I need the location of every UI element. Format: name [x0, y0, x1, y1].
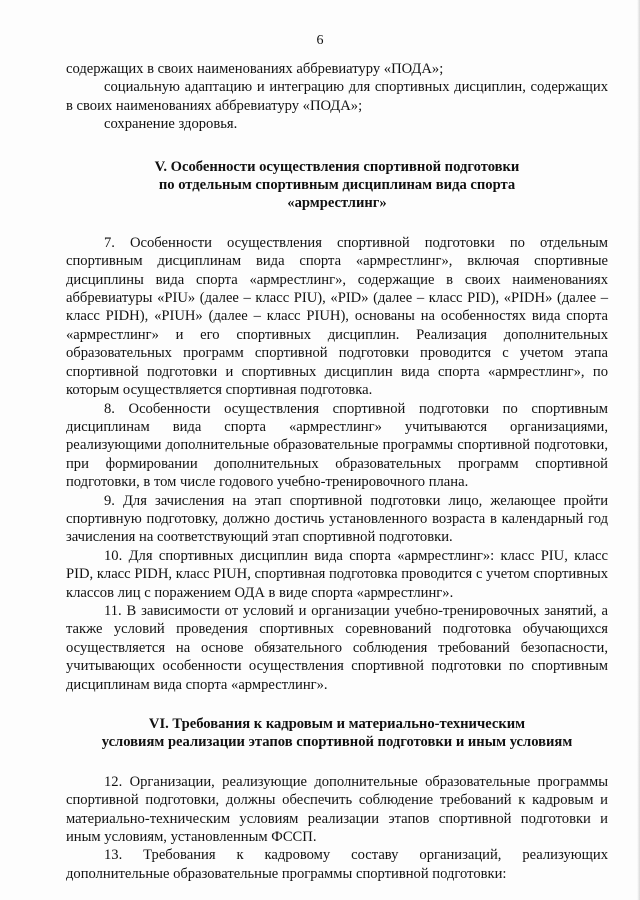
page-content [66, 60, 608, 883]
paragraph-11: 11. В зависимости от условий и организации учебно-тренировочных занятий, а также условий проведения спортивных соревнований подготовка обучающихся осуществляется на основе обязательного соблюдения требований безопасности, учитывающих особенности осуществления спортивной подготовки по спортивным дисциплинам вида спорта «армрестлинг». [66, 602, 608, 693]
paragraph-10: 10. Для спортивных дисциплин вида спорта «армрестлинг»: класс PIU, класс PID, класс PIDH, класс PIUH, спортивная подготовка проводится с учетом спортивных классов лиц с поражением ОДА в виде спорта «армрестлинг». [66, 547, 608, 601]
intro-continuation: содержащих в своих наименованиях аббревиатуру «ПОДА»; [66, 61, 444, 77]
section-5-heading [66, 158, 608, 213]
section-6-title-line-1: VI. Требования к кадровым и материально-техническим [148, 716, 526, 732]
section-6-title-line-2: условиям реализации этапов спортивной подготовки и иным условиям [101, 734, 573, 751]
section-5-title-line-2: по отдельным спортивным дисциплинам вида спорта [158, 177, 516, 194]
intro-item-health: сохранение здоровья. [104, 116, 238, 133]
section-5-title-line-3: «армрестлинг» [287, 195, 387, 212]
section-6-heading [66, 715, 608, 752]
section-5-title-line-1: V. Особенности осуществления спортивной подготовки [154, 158, 520, 175]
page-number: 6 [316, 33, 324, 48]
paragraph-12: 12. Организации, реализующие дополнительные образовательные программы спортивной подготовки, должны обеспечить соблюдение требований к кадровым и материально-техническим условиям реализации этапов спортивной подготовки и иным условиям, установленным ФССП. [66, 773, 608, 846]
paragraph-9: 9. Для зачисления на этап спортивной подготовки лицо, желающее пройти спортивную подготовку, должно достичь установленного возраста в календарный год зачисления на соответствующий этап спортивной подготовки. [66, 492, 608, 546]
paragraph-7: 7. Особенности осуществления спортивной подготовки по отдельным спортивным дисциплинам вида спорта «армрестлинг», включая спортивные дисциплины вида спорта «армрестлинг», содержащие в своих наименованиях аббревиатуры «PIU» (далее – класс PIU), «PID» (далее – класс PID), «PIDH» (далее – класс PIDH), «PIUH» (далее – класс PIUH), основаны на особенностях вида спорта «армрестлинг» и его спортивных дисциплин. Реализация дополнительных образовательных программ спортивной подготовки проводится с учетом этапа спортивной подготовки и спортивных дисциплин вида спорта «армрестлинг», по которым осуществляется спортивная подготовка. [66, 234, 608, 399]
paragraph-13: 13. Требования к кадровому составу организаций, реализующих дополнительные образовательные программы спортивной подготовки: [66, 847, 608, 882]
paragraph-8: 8. Особенности осуществления спортивной подготовки по спортивным дисциплинам вида спорта «армрестлинг» учитываются организациями, реализующими дополнительные образовательные программы спортивной подготовки, при формировании дополнительных образовательных программ спортивной подготовки, в том числе годового учебно-тренировочного плана. [66, 400, 608, 491]
intro-item-social-adaptation: социальную адаптацию и интеграцию для спортивных дисциплин, содержащих в своих наименованиях аббревиатуру «ПОДА»; [66, 79, 608, 114]
